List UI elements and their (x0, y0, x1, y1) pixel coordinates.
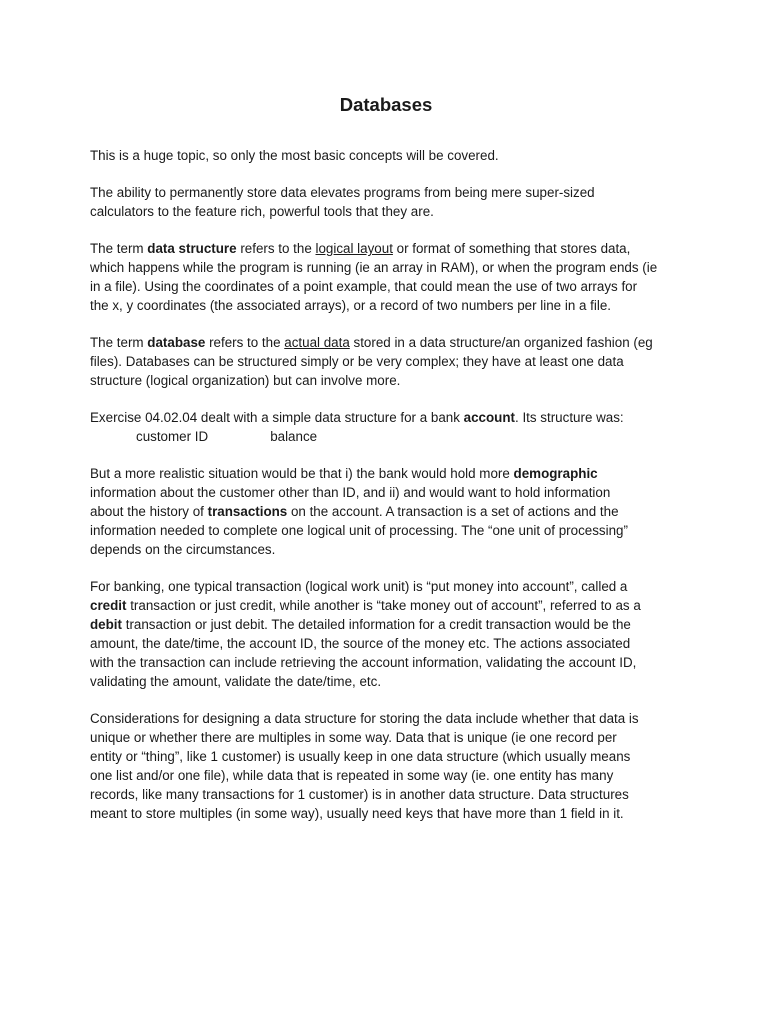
paragraph-realistic (90, 464, 682, 559)
text-run: refers to the (205, 335, 285, 350)
paragraph-line: entity or “thing”, like 1 customer) is usually keep in one data structure (which usually means (90, 749, 631, 764)
paragraph-line (90, 464, 682, 483)
underlined-logical-layout: logical layout (315, 241, 393, 256)
text-run: about the history of (90, 504, 208, 519)
text-run: But a more realistic situation would be that i) the bank would hold more (90, 466, 514, 481)
paragraph-line: which happens while the program is running (ie an array in RAM), or when the program ends (ie (90, 260, 658, 275)
text-run: stored in a data structure/an organized fashion (eg (349, 335, 653, 350)
field-balance: balance (270, 429, 318, 444)
term-credit: credit (90, 598, 127, 613)
text-run: transaction or just credit, while another is “take money out of account”, referred to as a (126, 598, 641, 613)
paragraph-intro (90, 146, 682, 165)
text-run: The term (90, 241, 148, 256)
term-data-structure: data structure (147, 241, 237, 256)
paragraph-banking (90, 577, 682, 691)
paragraph-line (90, 502, 682, 521)
text-run: Exercise 04.02.04 dealt with a simple data structure for a bank (90, 410, 464, 425)
paragraph-line: This is a huge topic, so only the most basic concepts will be covered. (90, 148, 499, 163)
paragraph-line (90, 239, 682, 258)
paragraph-line: For banking, one typical transaction (logical work unit) is “put money into account”, called a (90, 579, 628, 594)
field-customer-id: customer ID (136, 429, 209, 444)
paragraph-line (90, 615, 682, 634)
term-debit: debit (90, 617, 122, 632)
paragraph-data-structure (90, 239, 682, 315)
paragraph-line: The ability to permanently store data elevates programs from being mere super-sized (90, 185, 595, 200)
text-run: on the account. A transaction is a set of actions and the (287, 504, 619, 519)
text-run: refers to the (236, 241, 316, 256)
page-title: Databases (339, 94, 433, 115)
term-database: database (147, 335, 206, 350)
paragraph-line: Considerations for designing a data structure for storing the data include whether that data is (90, 711, 639, 726)
term-transactions: transactions (207, 504, 288, 519)
paragraph-line: with the transaction can include retrieving the account information, validating the account ID, (90, 655, 637, 670)
paragraph-line: the x, y coordinates (the associated arrays), or a record of two numbers per line in a file. (90, 298, 611, 313)
underlined-actual-data: actual data (284, 335, 350, 350)
paragraph-line: information about the customer other than ID, and ii) and would want to hold information (90, 485, 611, 500)
paragraph-line (90, 408, 682, 427)
text-run: . Its structure was: (515, 410, 624, 425)
paragraph-line: information needed to complete one logical unit of processing. The “one unit of processing” (90, 523, 628, 538)
paragraph-line: amount, the date/time, the account ID, the source of the money etc. The actions associated (90, 636, 631, 651)
paragraph-line: structure (logical organization) but can involve more. (90, 373, 401, 388)
paragraph-line: records, like many transactions for 1 customer) is in another data structure. Data structures (90, 787, 629, 802)
term-demographic: demographic (513, 466, 598, 481)
paragraph-line: unique or whether there are multiples in some way. Data that is unique (ie one record per (90, 730, 617, 745)
paragraph-exercise (90, 408, 682, 446)
term-account: account (463, 410, 515, 425)
text-run: The term (90, 335, 148, 350)
text-run: or format of something that stores data, (392, 241, 631, 256)
paragraph-line: depends on the circumstances. (90, 542, 276, 557)
paragraph-line (90, 333, 682, 352)
paragraph-database (90, 333, 682, 390)
structure-fields-row (90, 427, 682, 446)
paragraph-line: calculators to the feature rich, powerful tools that they are. (90, 204, 434, 219)
paragraph-line: validating the amount, validate the date/time, etc. (90, 674, 382, 689)
paragraph-line: files). Databases can be structured simply or be very complex; they have at least one data (90, 354, 624, 369)
paragraph-line (90, 596, 682, 615)
paragraph-line: in a file). Using the coordinates of a point example, that could mean the use of two arrays for (90, 279, 638, 294)
paragraph-line: meant to store multiples (in some way), usually need keys that have more than 1 field in it. (90, 806, 624, 821)
paragraph-line: one list and/or one file), while data that is repeated in some way (ie. one entity has many (90, 768, 614, 783)
text-run: transaction or just debit. The detailed information for a credit transaction would be the (122, 617, 631, 632)
paragraph-ability (90, 183, 682, 221)
paragraph-considerations (90, 709, 682, 823)
